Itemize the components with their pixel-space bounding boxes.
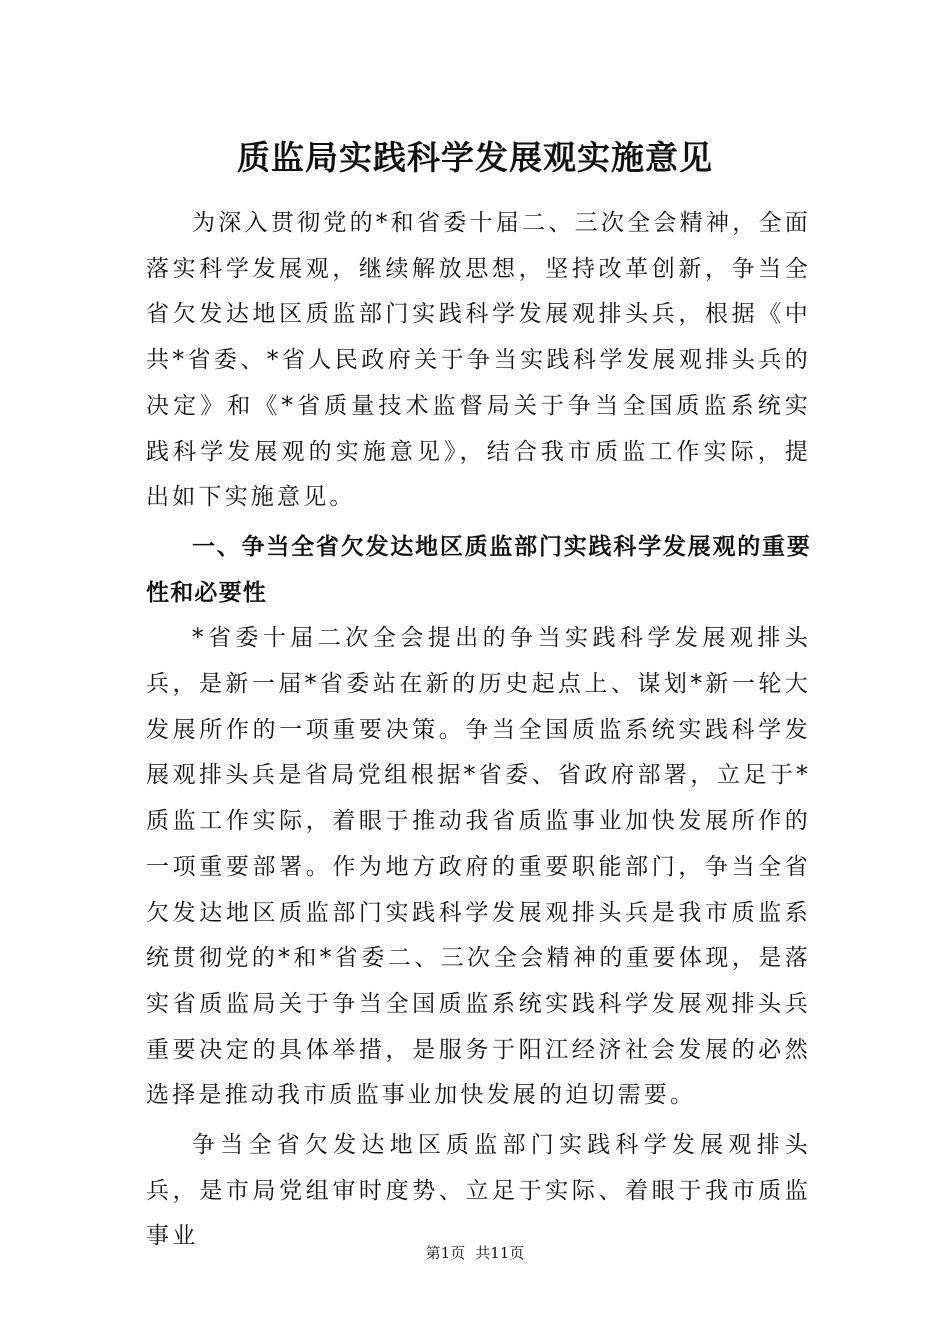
section-heading: 一、争当全省欠发达地区质监部门实践科学发展观的重要性和必要性 [146,533,811,606]
intro-paragraph: 为深入贯彻党的*和省委十届二、三次全会精神，全面落实科学发展观，继续解放思想，坚持改革创新，争当全省欠发达地区质监部门实践科学发展观排头兵，根据《中共*省委、*省人民政府关于争当实践科学发展观排头兵的决定》和《*省质量技术监督局关于争当全国质监系统实践科学发展观的实施意见》，结合我市质监工作实际，提出如下实施意见。 [146,210,811,511]
body-paragraph: *省委十届二次全会提出的争当实践科学发展观排头兵，是新一届*省委站在新的历史起点上、谋划*新一轮大发展所作的一项重要决策。争当全国质监系统实践科学发展观排头兵是省局党组根据*省委、省政府部署，立足于*质监工作实际，着眼于推动我省质监事业加快发展所作的一项重要部署。作为地方政府的重要职能部门，争当全省欠发达地区质监部门实践科学发展观排头兵是我市质监系统贯彻党的*和*省委二、三次全会精神的重要体现，是落实省质监局关于争当全国质监系统实践科学发展观排头兵重要决定的具体举措，是服务于阳江经济社会发展的必然选择是推动我市质监事业加快发展的迫切需要。 [146,625,811,1109]
page-number: 第1页 [425,1244,466,1262]
document-body [146,201,811,1260]
page-footer [0,1243,950,1263]
page-total: 共11页 [475,1244,525,1262]
document-title: 质监局实践科学发展观实施意见 [237,138,713,177]
body-paragraph: 争当全省欠发达地区质监部门实践科学发展观排头兵，是市局党组审时度势、立足于实际、着眼于我市质监事业 [146,1132,811,1250]
